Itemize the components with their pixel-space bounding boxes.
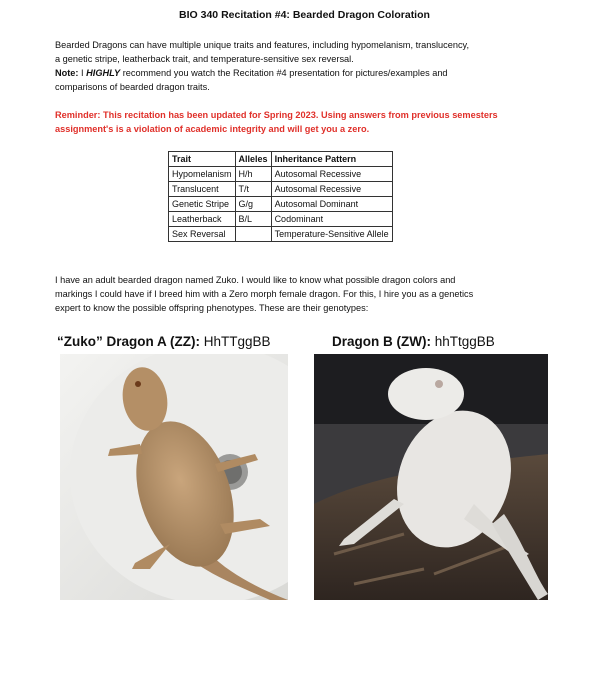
intro-line: Bearded Dragons can have multiple unique traits and features, including hypomelanism, translucency, xyxy=(55,40,470,50)
dragon-a-caption xyxy=(57,334,271,349)
table-row xyxy=(169,227,393,242)
header-alleles: Alleles xyxy=(235,152,271,167)
story-line: I have an adult bearded dragon named Zuko. I would like to know what possible dragon colors and xyxy=(55,275,456,285)
table-row xyxy=(169,182,393,197)
cell-trait: Translucent xyxy=(169,182,236,197)
note-emphasis: HIGHLY xyxy=(86,68,121,78)
table-row xyxy=(169,197,393,212)
header-inheritance: Inheritance Pattern xyxy=(271,152,392,167)
dragon-a-genotype: HhTTggBB xyxy=(203,334,271,349)
cell-trait: Hypomelanism xyxy=(169,167,236,182)
cell-alleles: H/h xyxy=(235,167,271,182)
note-text: I xyxy=(78,68,87,78)
cell-trait: Leatherback xyxy=(169,212,236,227)
reminder-line: assignment's is a violation of academic integrity and will get you a zero. xyxy=(55,124,370,134)
dragon-b-name: Dragon B (ZW): xyxy=(332,334,431,349)
table-row xyxy=(169,212,393,227)
dragon-a-name: “Zuko” Dragon A (ZZ): xyxy=(57,334,200,349)
cell-inheritance: Autosomal Recessive xyxy=(271,167,392,182)
traits-table xyxy=(168,151,393,242)
cell-inheritance: Temperature-Sensitive Allele xyxy=(271,227,392,242)
cell-alleles: G/g xyxy=(235,197,271,212)
dragon-a-photo xyxy=(60,354,288,600)
table-header-row xyxy=(169,152,393,167)
cell-inheritance: Autosomal Dominant xyxy=(271,197,392,212)
story-paragraph xyxy=(55,273,565,315)
story-line: expert to know the possible offspring phenotypes. These are their genotypes: xyxy=(55,303,369,313)
note-label: Note: xyxy=(55,68,79,78)
cell-inheritance: Codominant xyxy=(271,212,392,227)
intro-line: a genetic stripe, leatherback trait, and temperature-sensitive sex reversal. xyxy=(55,54,354,64)
cell-inheritance: Autosomal Recessive xyxy=(271,182,392,197)
intro-paragraph xyxy=(55,38,565,94)
dragon-b-caption xyxy=(332,334,495,349)
cell-alleles xyxy=(235,227,271,242)
reminder-line: Reminder: This recitation has been updated for Spring 2023. Using answers from previous semesters xyxy=(55,110,498,120)
document-title: BIO 340 Recitation #4: Bearded Dragon Coloration xyxy=(179,9,430,21)
header-trait: Trait xyxy=(169,152,236,167)
dragon-b-genotype: hhTtggBB xyxy=(434,334,495,349)
intro-line: comparisons of bearded dragon traits. xyxy=(55,82,210,92)
dragon-b-photo xyxy=(314,354,548,600)
note-line xyxy=(55,66,565,80)
story-line: markings I could have if I breed him with a Zero morph female dragon. For this, I hire you as a genetics xyxy=(55,289,474,299)
cell-trait: Sex Reversal xyxy=(169,227,236,242)
reminder-paragraph xyxy=(55,108,565,136)
cell-alleles: T/t xyxy=(235,182,271,197)
table-row xyxy=(169,167,393,182)
note-text: recommend you watch the Recitation #4 presentation for pictures/examples and xyxy=(120,68,448,78)
cell-alleles: B/L xyxy=(235,212,271,227)
cell-trait: Genetic Stripe xyxy=(169,197,236,212)
